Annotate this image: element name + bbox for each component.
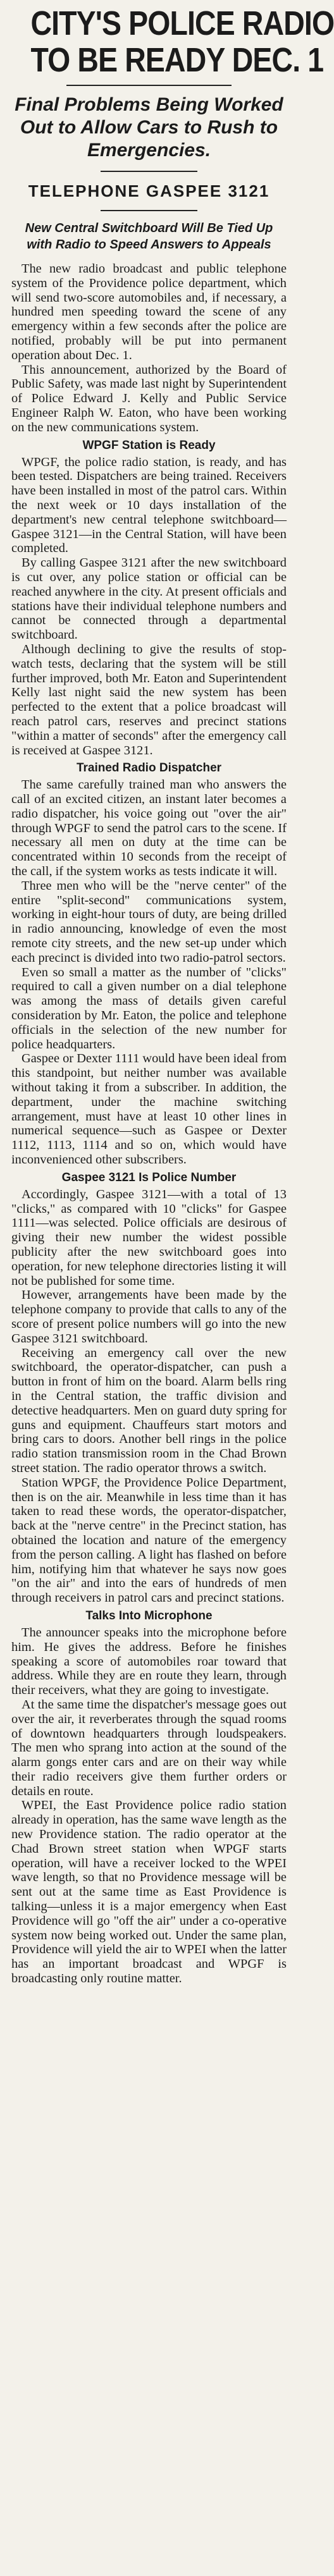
article-paragraph: By calling Gaspee 3121 after the new switchboard is cut over, any police station or official can be reached anywhere in the city. At present officials and stations have their individual telephone numbers and cannot be connected through a departmental switchboard.	[11, 556, 287, 642]
subhead-station-ready: WPGF Station is Ready	[82, 438, 216, 452]
body-section-1	[11, 262, 287, 435]
body-section-4	[11, 1187, 287, 1605]
subhead-dispatcher: Trained Radio Dispatcher	[76, 761, 222, 775]
body-section-2	[11, 455, 287, 758]
article-paragraph: WPEI, the East Providence police radio station already in operation, has the same wave length as the new Providence station. The radio operator at the Chad Brown street station when WPGF starts operation, will have a receiver locked to the WPEI wave length, so that no Providence message will be sent out at the same time as East Providence is talking—unless it is a major emergency when East Providence will go "off the air" under a co-operative system now being worked out. Under the same plan, Providence will yield the air to WPEI when the latter has an important broadcast and WPGF is broadcasting only routine matter.	[11, 1798, 287, 1986]
article-paragraph: Three men who will be the "nerve center" of the entire "split-second" communications system, working in eight-hour tours of duty, are being drilled in radio announcing, knowledge of even the most remote city streets, and the new set-up under which each precinct is divided into two radio-patrol sectors.	[11, 878, 287, 965]
article-paragraph: Station WPGF, the Providence Police Department, then is on the air. Meanwhile in less time than it has taken to read these words, the operator-dispatcher, back at the "nerve centre" in the Precinct station, has obtained the location and nature of the emergency from the person calling. A light has flashed on before him, notifying him that whatever he says now goes "on the air" and into the ears of hundreds of men through receivers in patrol cars and precinct stations.	[11, 1475, 287, 1605]
article-paragraph: Although declining to give the results of stop-watch tests, declaring that the system will be still further improved, both Mr. Eaton and Superintendent Kelly last night said the new system has been perfected to the extent that a police broadcast will reach patrol cars, reserves and precinct stations "within a matter of seconds" after the emergency call is received at Gaspee 3121.	[11, 642, 287, 757]
subhead-microphone: Talks Into Microphone	[85, 1609, 213, 1622]
deck-rule	[101, 171, 197, 172]
headline-line-1: CITY'S POLICE RADIO	[30, 4, 334, 42]
phone-rule	[101, 210, 197, 211]
article-paragraph: At the same time the dispatcher's message goes out over the air, it reverberates through the squad rooms of downtown headquarters through loudspeakers. The men who sprang into action at the sound of the alarm gongs enter cars and are on their way while their radio receivers give them further orders or details en route.	[11, 1697, 287, 1798]
article-deck: Final Problems Being Worked Out to Allow Cars to Rush to Emergencies.	[15, 94, 283, 161]
body-section-3	[11, 778, 287, 1167]
article-body	[11, 262, 287, 1986]
phone-banner: TELEPHONE GASPEE 3121	[28, 181, 270, 200]
article-paragraph: The new radio broadcast and public telephone system of the Providence police department, which will send two-score automobiles and, if necessary, a hundred men speeding toward the scene of any emergency within a few seconds after the police are notified, probably will be put into permanent operation about Dec. 1.	[11, 262, 287, 362]
subhead-police-number: Gaspee 3121 Is Police Number	[61, 1170, 237, 1184]
article-subdeck: New Central Switchboard Will Be Tied Up with Radio to Speed Answers to Appeals	[25, 221, 273, 252]
headline-rule	[66, 85, 232, 86]
article-paragraph: Accordingly, Gaspee 3121—with a total of 13 "clicks," as compared with 10 "clicks" for Gaspee 1111—was selected. Police officials are desirous of giving their new number the widest possible publicity after the new switchboard goes into operation, for new telephone directories listing it will not be published for some time.	[11, 1187, 287, 1288]
article-paragraph: Gaspee or Dexter 1111 would have been ideal from this standpoint, but neither number was available without taking it from a subscriber. In addition, the department, under the machine switching arrangement, must have at least 10 other lines in numerical sequence—such as Gaspee or Dexter 1112, 1113, 1114 and so on, which would have inconvenienced other subscribers.	[11, 1052, 287, 1167]
article-paragraph: This announcement, authorized by the Board of Public Safety, was made last night by Superintendent of Police Edward J. Kelly and Public Service Engineer Ralph W. Eaton, who have been working on the new communications system.	[11, 362, 287, 434]
body-section-5	[11, 1626, 287, 1986]
article-paragraph: The announcer speaks into the microphone before him. He gives the address. Before he finishes speaking a score of automobiles roar toward that address. While they are en route they learn, through their receivers, what they are going to investigate.	[11, 1625, 287, 1698]
article-paragraph: The same carefully trained man who answers the call of an excited citizen, an instant later becomes a radio dispatcher, his voice going out "over the air" through WPGF to send the patrol cars to the scene. If necessary all men on duty at the time can be concentrated within 10 seconds from the receipt of the call, if the system works as tests indicate it will.	[11, 778, 287, 879]
article-paragraph: WPGF, the police radio station, is ready, and has been tested. Dispatchers are being trained. Receivers have been installed in most of the patrol cars. Within the next week or 10 days installation of the department's new central telephone switchboard—Gaspee 3121—in the Central Station, will have been completed.	[11, 455, 287, 556]
article-paragraph: Receiving an emergency call over the new switchboard, the operator-dispatcher, can push a button in front of him on the board. Alarm bells ring in the Central station, the traffic division and detective headquarters. Men on guard duty spring for guns and equipment. Chauffeurs start motors and bring cars to doors. Another bell rings in the police radio station transmission room in the Chad Brown street station. The radio operator throws a switch.	[11, 1346, 287, 1475]
article-paragraph: However, arrangements have been made by the telephone company to provide that calls to any of the score of present police numbers will go into the new Gaspee 3121 switchboard.	[11, 1288, 287, 1346]
headline-line-2: TO BE READY DEC. 1	[30, 41, 324, 79]
article-paragraph: Even so small a matter as the number of "clicks" required to call a given number on a dial telephone was among the mass of details given careful consideration by Mr. Eaton, the police and telephone officials in the selection of the new number for police headquarters.	[11, 965, 287, 1052]
